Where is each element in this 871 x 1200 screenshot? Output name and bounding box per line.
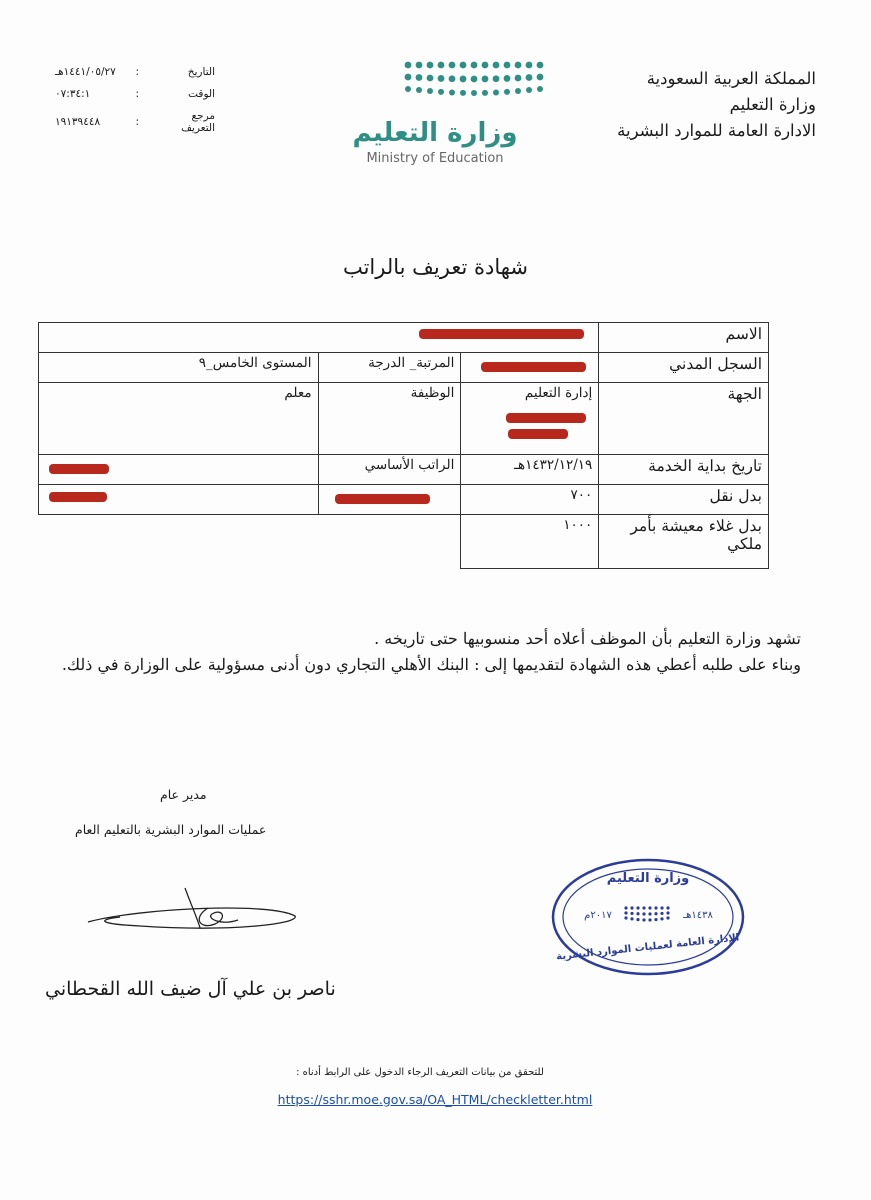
department-name: عمليات الموارد البشرية بالتعليم العام [75,822,267,837]
stamp-hijri-date: ١٤٣٨هـ [683,910,713,921]
stamp-greg-date: ٢٠١٧م [584,910,612,921]
logo-dot [427,75,434,82]
logo-dot [482,62,489,69]
meta-date-label: التاريخ [187,66,215,78]
logo-dot [493,62,500,69]
redaction-mark [335,494,430,504]
logo-dot [504,75,511,82]
stamp-dot [654,918,657,921]
civil-id-value [461,353,599,383]
entity-value [461,383,599,455]
transport-label: بدل نقل [599,485,769,515]
meta-date-row [55,66,225,88]
logo-arabic-text: وزارة التعليم [352,118,518,148]
logo-dot [460,90,466,96]
redacted-label [318,485,461,515]
meta-colon: : [135,116,139,128]
logo-dot [438,62,445,69]
empty-cell [39,515,461,569]
logo-dot [449,89,455,95]
table-row-name [39,323,769,353]
logo-dot [427,88,433,94]
logo-dot [482,76,489,83]
logo-dot [460,62,467,69]
civil-id-label: السجل المدني [599,353,769,383]
logo-dot [405,74,412,81]
redaction-mark [508,429,568,439]
name-label: الاسم [599,323,769,353]
table-row-cola [39,515,769,569]
stamp-dot [630,912,633,915]
meta-time-row [55,88,225,110]
official-stamp-icon [548,852,748,982]
logo-dot [471,90,477,96]
logo-dot [515,62,522,69]
meta-colon: : [135,88,139,100]
stamp-dot [660,906,663,909]
redaction-mark [481,362,586,372]
table-row-transport [39,485,769,515]
stamp-dot [624,906,627,909]
logo-dot [416,74,423,81]
start-date-value: ١٤٣٢/١٢/١٩هـ [461,455,599,485]
name-value [39,323,599,353]
stamp-dot [648,906,651,909]
logo-dot [405,86,411,92]
logo-dot [449,62,456,69]
cola-label: بدل غلاء معيشة بأمر ملكي [599,515,769,569]
logo-dot [504,62,511,69]
transport-value: ٧٠٠ [461,485,599,515]
stamp-dot [648,918,651,921]
redaction-mark [506,413,586,423]
meta-ref-value: ١٩١٣٩٤٤٨ [55,116,101,128]
logo-dot [537,86,543,92]
table-row-start [39,455,769,485]
logo-dot [427,62,434,69]
meta-date-value: ١٤٤١/٠٥/٢٧هـ [55,66,116,78]
logo-dot [416,62,423,69]
org-line-hr: الادارة العامة للموارد البشرية [617,121,816,140]
certificate-title: شهادة تعريف بالراتب [342,255,529,279]
stamp-dot [642,918,645,921]
logo-dot [537,74,544,81]
meta-ref-label: مرجع التعريف [181,110,215,134]
table-row-civil [39,353,769,383]
stamp-bottom-text: الإدارة العامة لعمليات الموارد البشرية [555,932,740,963]
verification-link[interactable]: https://sshr.moe.gov.sa/OA_HTML/checkletter.html [277,1092,593,1107]
start-date-label: تاريخ بداية الخدمة [599,455,769,485]
job-label: الوظيفة [318,383,461,455]
rank-label: المرتبة_ الدرجة [318,353,461,383]
stamp-dot [636,906,639,909]
body-line-1: تشهد وزارة التعليم بأن الموظف أعلاه أحد منسوبيها حتى تاريخه . [374,629,801,648]
logo-dot [471,76,478,83]
logo-dot [493,89,499,95]
job-value: معلم [39,383,319,455]
stamp-dot [642,912,645,915]
signer-name: ناصر بن علي آل ضيف الله القحطاني [45,978,336,1000]
signature-scribble-icon [80,880,310,950]
document-meta [55,66,225,140]
certificate-body [56,626,801,678]
meta-time-label: الوقت [188,88,215,100]
entity-label: الجهة [599,383,769,455]
logo-english-text: Ministry of Education [366,151,504,166]
body-line-2: وبناء على طلبه أعطي هذه الشهادة لتقديمها إلى : البنك الأهلي التجاري دون أدنى مسؤولية على الوزارة في ذلك. [61,655,801,674]
logo-dot [416,87,422,93]
organization-header [617,66,816,144]
meta-colon: : [135,66,139,78]
verify-instructions: للتحقق من بيانات التعريف الرجاء الدخول على الرابط أدناه : [296,1067,544,1078]
logo-dot [460,76,467,83]
director-title: مدير عام [160,787,207,802]
meta-time-value: ٠٧:٣٤:١ [55,88,91,100]
logo-dot [449,75,456,82]
employee-info-table [38,322,769,569]
redacted-value [39,485,319,515]
stamp-dot [648,912,651,915]
logo-dot [493,75,500,82]
stamp-dot [654,912,657,915]
level-value: المستوى الخامس_٩ [39,353,319,383]
stamp-dot [660,912,663,915]
redaction-mark [49,492,107,502]
org-line-ministry: وزارة التعليم [729,95,816,114]
stamp-dot [654,906,657,909]
meta-ref-row [55,110,225,140]
logo-dot [537,62,544,69]
stamp-dot [660,917,663,920]
stamp-dot [636,918,639,921]
entity-text: إدارة التعليم [524,385,593,401]
logo-dot [526,87,532,93]
redaction-mark [419,329,584,339]
redaction-mark [49,464,109,474]
stamp-dot [636,912,639,915]
basic-salary-label: الراتب الأساسي [318,455,461,485]
basic-salary-value [39,455,319,485]
logo-dot [515,88,521,94]
stamp-dot [666,911,669,914]
logo-dot [438,75,445,82]
stamp-dot [624,916,627,919]
cola-value: ١٠٠٠ [461,515,599,569]
stamp-top-text: وزارة التعليم [606,871,690,886]
logo-dot [526,62,533,69]
stamp-dot [666,906,669,909]
logo-dot [482,90,488,96]
logo-dot [471,62,478,69]
logo-dot [515,75,522,82]
logo-dot [438,89,444,95]
stamp-dot [630,906,633,909]
stamp-dot [630,917,633,920]
logo-dot [526,74,533,81]
stamp-dot [624,911,627,914]
org-line-kingdom: المملكة العربية السعودية [646,69,816,88]
stamp-dot [642,906,645,909]
logo-dot [405,62,412,69]
stamp-dot [666,916,669,919]
logo-dot [504,89,510,95]
table-row-entity [39,383,769,455]
